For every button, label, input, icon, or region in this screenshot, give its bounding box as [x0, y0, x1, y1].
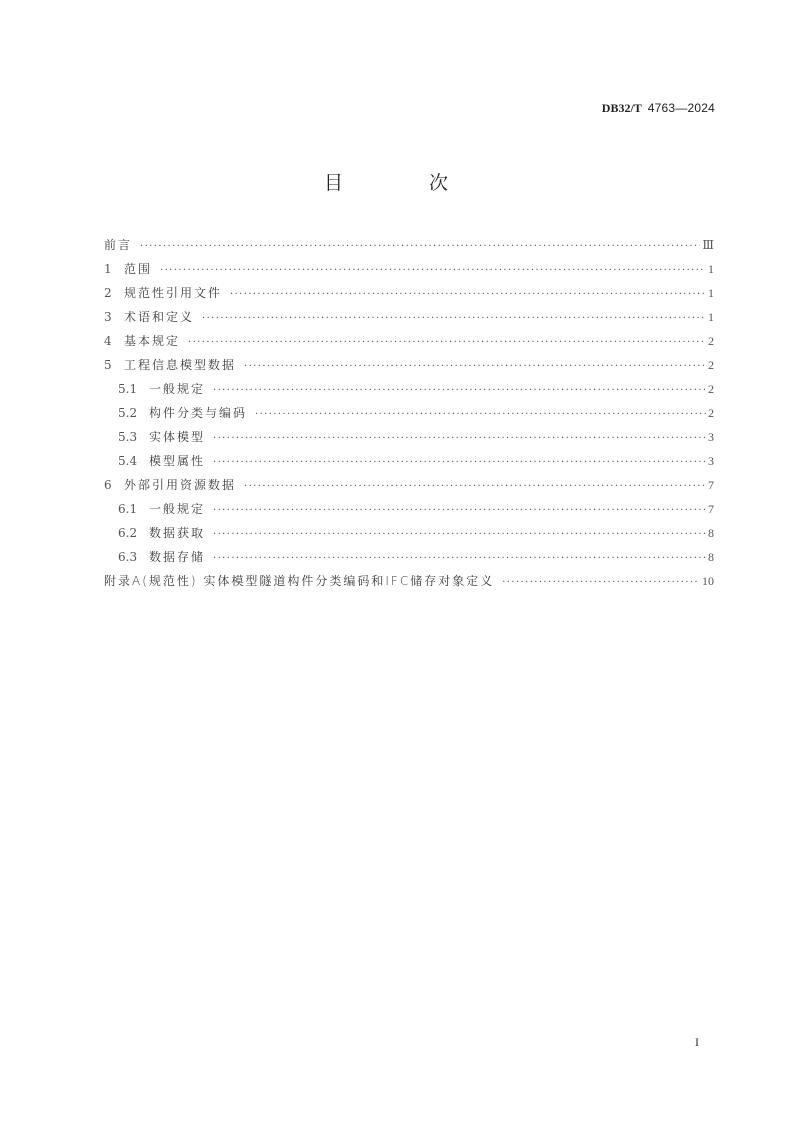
toc-title: 目 次	[323, 172, 489, 194]
page-number: I	[695, 1035, 699, 1049]
toc-entry-page: 2	[708, 382, 714, 396]
toc-entry-text: 模型属性	[149, 454, 206, 468]
toc-entry-text: 实体模型	[149, 430, 206, 444]
toc-entry-page: 3	[708, 430, 714, 444]
toc-entry-page: 2	[708, 334, 714, 348]
toc-entry-text: 构件分类与编码	[149, 406, 248, 420]
toc-entry-page: 7	[708, 478, 714, 492]
toc-entry-number: 1	[104, 262, 112, 276]
toc-entry-text: 附录A(规范性) 实体模型隧道构件分类编码和IFC储存对象定义	[104, 574, 495, 588]
toc-entry-text: 一般规定	[149, 502, 206, 516]
toc-entry-text: 规范性引用文件	[124, 286, 223, 300]
standard-prefix: DB32/T	[601, 101, 642, 115]
dot-leader	[213, 523, 706, 547]
toc-entry-number: 5.2	[118, 406, 138, 420]
standard-number: 4763—2024	[647, 101, 715, 115]
dot-leader	[140, 235, 700, 259]
dot-leader	[160, 259, 706, 283]
dot-leader	[502, 571, 700, 595]
toc-entry-number: 5.4	[118, 454, 138, 468]
dot-leader	[255, 403, 706, 427]
dot-leader	[230, 283, 706, 307]
toc-entry-number: 6.1	[118, 502, 138, 516]
toc-entry-engineering-model-data[interactable]	[104, 353, 714, 377]
toc-entry-page: 1	[708, 262, 714, 276]
toc-entry-basic-provisions[interactable]	[104, 329, 714, 353]
document-standard-code	[602, 101, 715, 116]
toc-entry-6-2-data-acquisition[interactable]	[104, 521, 714, 545]
toc-entry-page: 8	[708, 526, 714, 540]
toc-entry-text: 一般规定	[149, 382, 206, 396]
toc-entry-text: 术语和定义	[124, 310, 195, 324]
dot-leader	[213, 499, 706, 523]
toc-entry-text: 外部引用资源数据	[124, 478, 237, 492]
toc-entry-number: 3	[104, 310, 112, 324]
toc-entry-text: 工程信息模型数据	[124, 358, 237, 372]
toc-entry-page: 1	[708, 310, 714, 324]
dot-leader	[244, 475, 706, 499]
toc-entry-number: 6.2	[118, 526, 138, 540]
toc-entry-number: 5.3	[118, 430, 138, 444]
toc-entry-scope[interactable]	[104, 257, 714, 281]
dot-leader	[202, 307, 706, 331]
toc-entry-text: 基本规定	[124, 334, 181, 348]
toc-entry-page: Ⅲ	[702, 238, 714, 252]
toc-entry-number: 5	[104, 358, 112, 372]
toc-entry-5-4-model-attributes[interactable]	[104, 449, 714, 473]
toc-entry-normative-references[interactable]	[104, 281, 714, 305]
toc-entry-external-resource-data[interactable]	[104, 473, 714, 497]
toc-entry-number: 5.1	[118, 382, 138, 396]
toc-entry-number: 2	[104, 286, 112, 300]
toc-entry-page: 7	[708, 502, 714, 516]
toc-entry-page: 3	[708, 454, 714, 468]
toc-entry-page: 10	[702, 574, 714, 588]
toc-entry-page: 2	[708, 406, 714, 420]
toc-entry-6-3-data-storage[interactable]	[104, 545, 714, 569]
table-of-contents	[104, 233, 714, 593]
toc-entry-page: 2	[708, 358, 714, 372]
toc-entry-text: 前言	[104, 238, 133, 252]
toc-entry-number: 6	[104, 478, 112, 492]
dot-leader	[213, 451, 706, 475]
dot-leader	[213, 547, 706, 571]
toc-entry-6-1-general[interactable]	[104, 497, 714, 521]
toc-entry-text: 范围	[124, 262, 153, 276]
dot-leader	[188, 331, 706, 355]
toc-entry-number: 6.3	[118, 550, 138, 564]
toc-entry-text: 数据存储	[149, 550, 206, 564]
toc-entry-page: 1	[708, 286, 714, 300]
toc-entry-5-3-solid-model[interactable]	[104, 425, 714, 449]
toc-entry-number: 4	[104, 334, 112, 348]
toc-entry-5-1-general[interactable]	[104, 377, 714, 401]
toc-entry-text: 数据获取	[149, 526, 206, 540]
toc-entry-appendix-a[interactable]	[104, 569, 714, 593]
dot-leader	[213, 427, 706, 451]
dot-leader	[213, 379, 706, 403]
toc-entry-foreword[interactable]	[104, 233, 714, 257]
toc-entry-5-2-classification-coding[interactable]	[104, 401, 714, 425]
toc-entry-page: 8	[708, 550, 714, 564]
toc-entry-terms-definitions[interactable]	[104, 305, 714, 329]
dot-leader	[244, 355, 706, 379]
